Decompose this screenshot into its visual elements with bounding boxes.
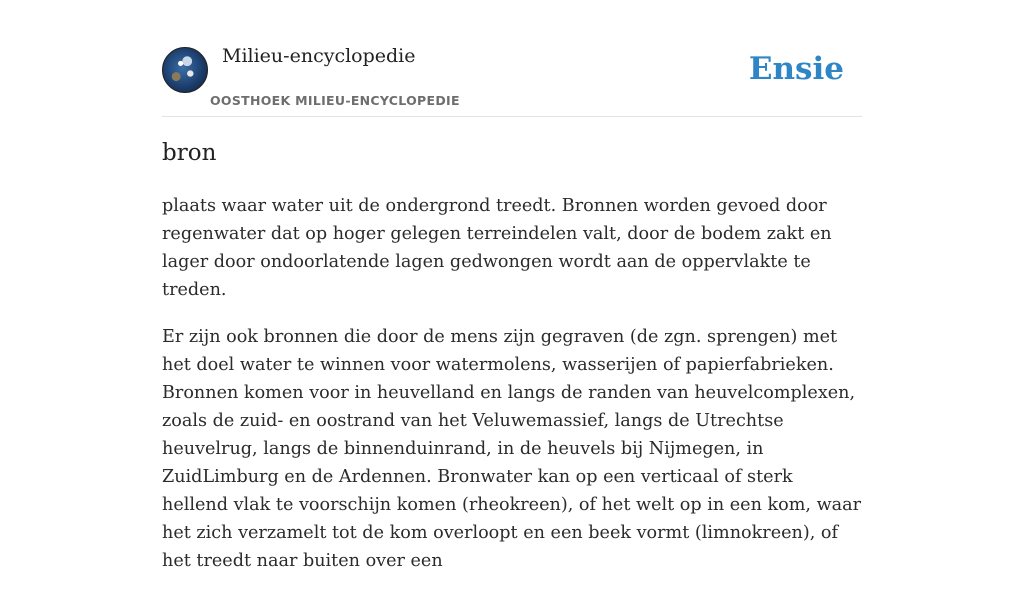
site-header: [162, 0, 862, 117]
article-body: [162, 192, 862, 594]
earth-globe-icon[interactable]: [162, 47, 208, 93]
page-title: bron: [162, 140, 217, 166]
site-title[interactable]: Milieu-encyclopedie: [222, 45, 416, 67]
site-subtitle: OOSTHOEK MILIEU-ENCYCLOPEDIE: [210, 93, 460, 108]
article-paragraph: plaats waar water uit de ondergrond treedt. Bronnen worden gevoed door regenwater dat op hoger gelegen terreindelen valt, door de bodem zakt en lager door ondoorlatende lagen gedwongen wordt aan de oppervlakte te treden.: [162, 196, 832, 300]
article-paragraph: Er zijn ook bronnen die door de mens zijn gegraven (de zgn. sprengen) met het doel water te winnen voor watermolens, wasserijen of papierfabrieken. Bronnen komen voor in heuvelland en langs de randen van heuvelcomplexen, zoals de zuid- en oostrand van het Veluwemassief, langs de Utrechtse heuvelrug, langs de binnenduinrand, in de heuvels bij Nijmegen, in ZuidLimburg en de Ardennen. Bronwater kan op een verticaal of sterk hellend vlak te voorschijn komen (rheokreen), of het welt op in een kom, waar het zich verzamelt tot de kom overloopt en een beek vormt (limnokreen), of het treedt naar buiten over een: [162, 327, 862, 571]
ensie-logo[interactable]: Ensie: [748, 51, 844, 87]
